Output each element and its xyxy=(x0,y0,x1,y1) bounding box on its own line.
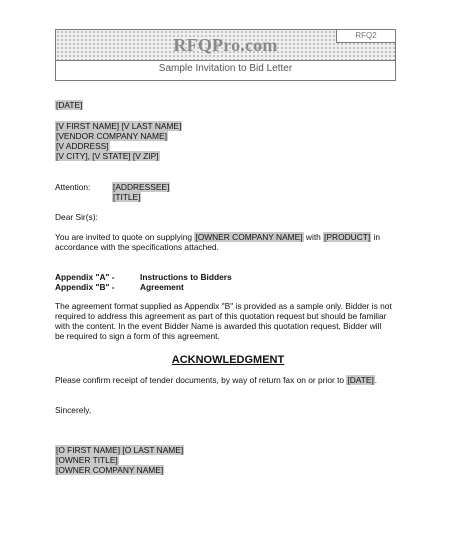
product-placeholder: [PRODUCT] xyxy=(324,232,371,242)
date-line xyxy=(55,100,83,110)
invite-line-2: accordance with the specifications attached. xyxy=(55,242,219,252)
attention-label: Attention: xyxy=(55,182,91,192)
signer-title-placeholder: [OWNER TITLE] xyxy=(56,455,118,465)
title-placeholder: [TITLE] xyxy=(113,192,141,202)
vendor-name-placeholder: [V FIRST NAME] [V LAST NAME] xyxy=(56,121,182,131)
addressee-line xyxy=(112,182,170,192)
agreement-line-3: with the content. In the event Bidder Name is awarded this quotation request, Bidder will xyxy=(55,321,382,331)
document-subtitle: Sample Invitation to Bid Letter xyxy=(158,63,293,74)
addressee-title-line xyxy=(112,192,141,202)
confirm-date-placeholder: [DATE] xyxy=(347,375,374,385)
salutation: Dear Sir(s): xyxy=(55,212,98,222)
confirm-end: . xyxy=(374,375,378,385)
signer-company-placeholder: [OWNER COMPANY NAME] xyxy=(56,465,164,475)
vendor-company xyxy=(55,131,168,141)
signature-title xyxy=(55,455,119,465)
agreement-line-4: be required to sign a form of this agreement. xyxy=(55,331,220,341)
document-code: RFQ2 xyxy=(336,30,395,43)
letter-header xyxy=(55,29,396,81)
appendix-a-desc: Instructions to Bidders xyxy=(140,272,232,282)
confirm-text: Please confirm receipt of tender documents, by way of return fax on or prior to xyxy=(55,375,347,385)
logo-band xyxy=(56,30,395,61)
addressee-placeholder: [ADDRESSEE] xyxy=(113,182,170,192)
invite-text-3: in xyxy=(371,232,381,242)
vendor-city-state-zip xyxy=(55,151,160,161)
vendor-address xyxy=(55,141,110,151)
appendix-b-label: Appendix "B" - xyxy=(55,282,115,292)
closing: Sincerely, xyxy=(55,405,92,415)
signer-name-placeholder: [O FIRST NAME] [O LAST NAME] xyxy=(56,445,184,455)
date-placeholder: [DATE] xyxy=(56,100,83,110)
signature-name xyxy=(55,445,184,455)
appendix-a-label: Appendix "A" - xyxy=(55,272,115,282)
acknowledgment-title: ACKNOWLEDGMENT xyxy=(171,354,285,366)
agreement-line-2: required to address this agreement as part of this quotation request but should be familiar xyxy=(55,311,387,321)
vendor-address-placeholder: [V ADDRESS] xyxy=(56,141,109,151)
invite-line-1 xyxy=(55,232,380,242)
signature-company xyxy=(55,465,164,475)
vendor-name xyxy=(55,121,182,131)
invite-text-2: with xyxy=(303,232,324,242)
agreement-line-1: The agreement format supplied as Appendix "B" is provided as a sample only. Bidder is not xyxy=(55,301,392,311)
vendor-city-placeholder: [V CITY], [V STATE] [V ZIP] xyxy=(56,151,159,161)
vendor-company-placeholder: [VENDOR COMPANY NAME] xyxy=(56,131,167,141)
confirm-line xyxy=(55,375,377,385)
invite-text-1: You are invited to quote on supplying xyxy=(55,232,195,242)
owner-company-placeholder: [OWNER COMPANY NAME] xyxy=(195,232,303,242)
appendix-b-desc: Agreement xyxy=(140,282,184,292)
rfqpro-logo: RFQPro.com xyxy=(173,35,278,55)
